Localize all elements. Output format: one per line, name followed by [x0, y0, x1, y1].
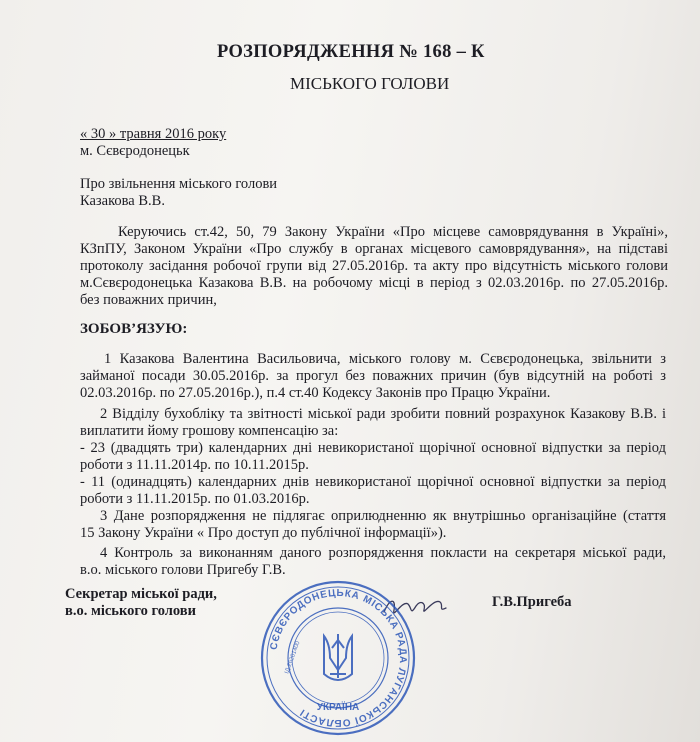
document-subtitle: МІСЬКОГО ГОЛОВИ	[290, 74, 450, 93]
preamble-line: м.Сєвєродонецька Казакова В.В. на робочому місці в період з 02.03.2016р. по 27.05.2016р.	[80, 275, 668, 291]
trident-emblem-icon	[324, 634, 352, 680]
paragraph-2-line: виплатити йому грошову компенсацію за:	[80, 423, 339, 439]
document-city: м. Сєвєродонецьк	[80, 143, 190, 159]
signatory-position-1: Секретар міської ради,	[65, 586, 217, 602]
document-title: РОЗПОРЯДЖЕННЯ № 168 – К	[217, 42, 485, 62]
preamble-line: КЗпПУ, Законом України «Про службу в органах місцевого самоврядування», на підставі	[80, 241, 668, 257]
official-stamp	[258, 578, 418, 738]
paragraph-3-line: 3 Дане розпорядження не підлягає оприлюдненню як внутрішньо організаційне (стаття	[100, 508, 666, 524]
subject-line-1: Про звільнення міського голови	[80, 176, 278, 192]
paragraph-4-line: в.о. міського голови Пригебу Г.В.	[80, 562, 286, 578]
oblige-heading: ЗОБОВ’ЯЗУЮ:	[80, 321, 188, 337]
preamble-line: без поважних причин,	[80, 292, 217, 308]
stamp-bottom-text: УКРАЇНА	[316, 702, 360, 713]
signatory-name: Г.В.Пригеба	[492, 594, 572, 610]
paragraph-2-line: - 11 (одинадцять) календарних днів невикористаної щорічної основної відпустки за період	[80, 474, 666, 490]
preamble-line: Керуючись ст.42, 50, 79 Закону України «Про місцеве самоврядування в Україні»,	[118, 224, 668, 240]
paragraph-1-line: 02.03.2016р. по 27.05.2016р.), п.4 ст.40 Кодексу Законів про Працю України.	[80, 385, 551, 401]
subject-line-2: Казакова В.В.	[80, 193, 165, 209]
paragraph-2-line: роботи з 11.11.2015р. по 01.03.2016р.	[80, 491, 310, 507]
stamp-ring-text: СЄВЄРОДОНЕЦЬКА МІСЬКА РАДА ЛУГАНСЬКОЇ ОБЛАСТІ	[268, 587, 409, 729]
paragraph-4-line: 4 Контроль за виконанням даного розпорядження покласти на секретаря міської ради,	[100, 545, 666, 561]
paragraph-2-line: роботи з 11.11.2014р. по 10.11.2015р.	[80, 457, 309, 473]
paragraph-3-line: 15 Закону України « Про доступ до публічної інформації»).	[80, 525, 447, 541]
paragraph-2-line: - 23 (двадцять три) календарних дні невикористаної щорічної основної відпустки за період	[80, 440, 666, 456]
document-date: « 30 » травня 2016 року	[80, 126, 227, 142]
paragraph-1-line: займаної посади 30.05.2016р. за прогул без поважних причин (був відсутній на роботі з	[80, 368, 666, 384]
signatory-position-2: в.о. міського голови	[65, 603, 196, 619]
stamp-code-text: ІД.26201400	[284, 640, 302, 675]
preamble-line: протоколу засідання робочої групи від 27.05.2016р. та акту про відсутність міського голови	[80, 258, 668, 274]
paragraph-2-line: 2 Відділу бухобліку та звітності міської ради зробити повний розрахунок Казакову В.В. і	[100, 406, 666, 422]
paragraph-1-line: 1 Казакова Валентина Васильовича, міського голову м. Сєвєродонецька, звільнити з	[104, 351, 666, 367]
